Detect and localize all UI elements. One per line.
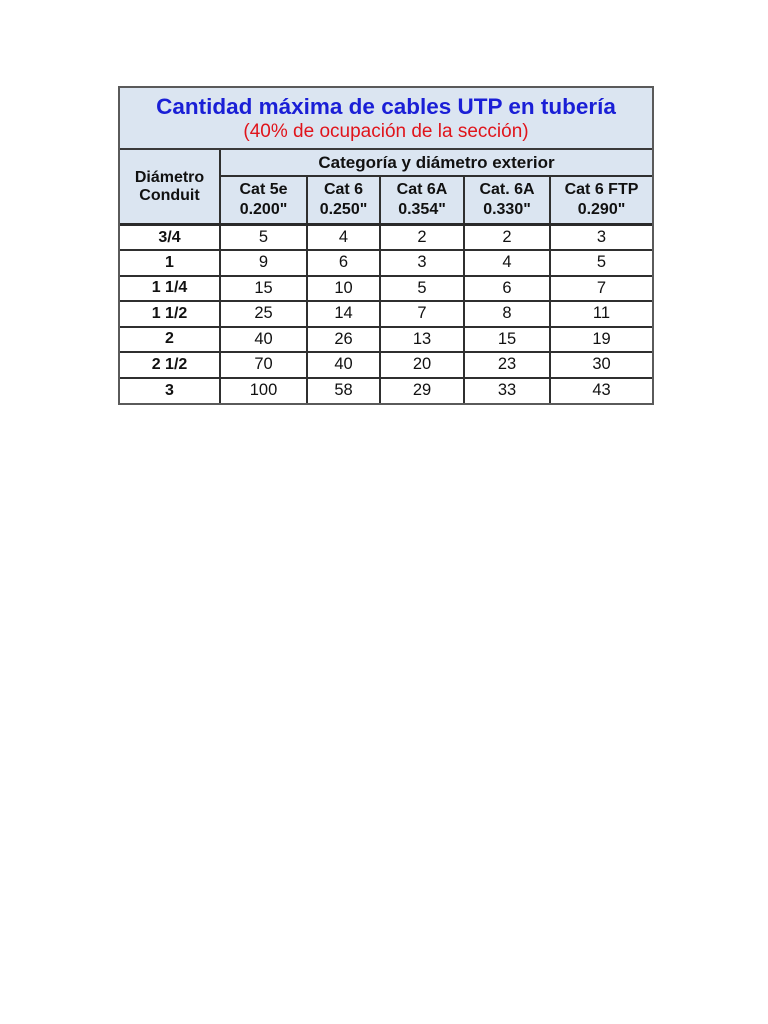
column-diameter: 0.250": [319, 201, 368, 218]
column-diameter: 0.290": [577, 201, 626, 218]
table-row: [120, 276, 652, 302]
cable-count-cell: 2: [464, 225, 550, 251]
cable-count-cell: 15: [464, 327, 550, 353]
cable-count-cell: 29: [380, 378, 464, 404]
cable-count-cell: 7: [380, 301, 464, 327]
column-diameter: 0.354": [398, 201, 446, 218]
cable-count-cell: 3: [550, 225, 652, 251]
cable-count-cell: 43: [550, 378, 652, 404]
column-header: [220, 176, 307, 225]
table-row: [120, 378, 652, 404]
cable-count-cell: 11: [550, 301, 652, 327]
column-category: Cat 5e: [239, 181, 288, 198]
table-row: [120, 301, 652, 327]
cable-count-cell: 19: [550, 327, 652, 353]
conduit-diameter-cell: 1: [120, 250, 220, 276]
cable-count-cell: 8: [464, 301, 550, 327]
cable-count-cell: 14: [307, 301, 380, 327]
table-title: Cantidad máxima de cables UTP en tubería: [156, 94, 616, 119]
cable-count-cell: 23: [464, 352, 550, 378]
cable-count-cell: 6: [307, 250, 380, 276]
cable-count-cell: 10: [307, 276, 380, 302]
cable-count-cell: 5: [220, 225, 307, 251]
cable-count-cell: 4: [464, 250, 550, 276]
cable-count-cell: 4: [307, 225, 380, 251]
column-header: [550, 176, 652, 225]
row-header-label: [120, 150, 220, 225]
column-header: [464, 176, 550, 225]
column-diameter: 0.330": [483, 201, 531, 218]
cable-count-cell: 25: [220, 301, 307, 327]
row-header-label-line2: Conduit: [139, 186, 200, 204]
cable-count-cell: 13: [380, 327, 464, 353]
conduit-diameter-cell: 3: [120, 378, 220, 404]
cable-count-cell: 5: [550, 250, 652, 276]
conduit-diameter-cell: 2: [120, 327, 220, 353]
cable-count-cell: 100: [220, 378, 307, 404]
cable-count-cell: 40: [220, 327, 307, 353]
column-diameter: 0.200": [239, 201, 288, 218]
column-category: Cat 6: [323, 181, 364, 198]
column-header: [380, 176, 464, 225]
cable-count-cell: 6: [464, 276, 550, 302]
conduit-diameter-cell: 1 1/2: [120, 301, 220, 327]
conduit-diameter-cell: 2 1/2: [120, 352, 220, 378]
cable-count-cell: 7: [550, 276, 652, 302]
cable-count-cell: 15: [220, 276, 307, 302]
column-category: Cat 6 FTP: [564, 181, 639, 198]
cable-capacity-table-sheet: [118, 86, 654, 405]
table-row: [120, 352, 652, 378]
group-header: Categoría y diámetro exterior: [220, 150, 652, 176]
cable-count-cell: 58: [307, 378, 380, 404]
cable-count-cell: 30: [550, 352, 652, 378]
column-category: Cat 6A: [396, 181, 448, 198]
cable-count-cell: 33: [464, 378, 550, 404]
cable-count-cell: 40: [307, 352, 380, 378]
column-category: Cat. 6A: [479, 181, 535, 198]
title-block: [120, 88, 652, 150]
capacity-table: [120, 150, 652, 403]
column-header: [307, 176, 380, 225]
cable-count-cell: 3: [380, 250, 464, 276]
row-header-label-line1: Diámetro: [134, 168, 205, 186]
cable-count-cell: 5: [380, 276, 464, 302]
cable-count-cell: 70: [220, 352, 307, 378]
cable-count-cell: 2: [380, 225, 464, 251]
cable-count-cell: 20: [380, 352, 464, 378]
table-row: [120, 225, 652, 251]
table-row: [120, 327, 652, 353]
table-row: [120, 250, 652, 276]
cable-count-cell: 9: [220, 250, 307, 276]
conduit-diameter-cell: 1 1/4: [120, 276, 220, 302]
conduit-diameter-cell: 3/4: [120, 225, 220, 251]
cable-count-cell: 26: [307, 327, 380, 353]
table-subtitle: (40% de ocupación de la sección): [243, 121, 529, 142]
